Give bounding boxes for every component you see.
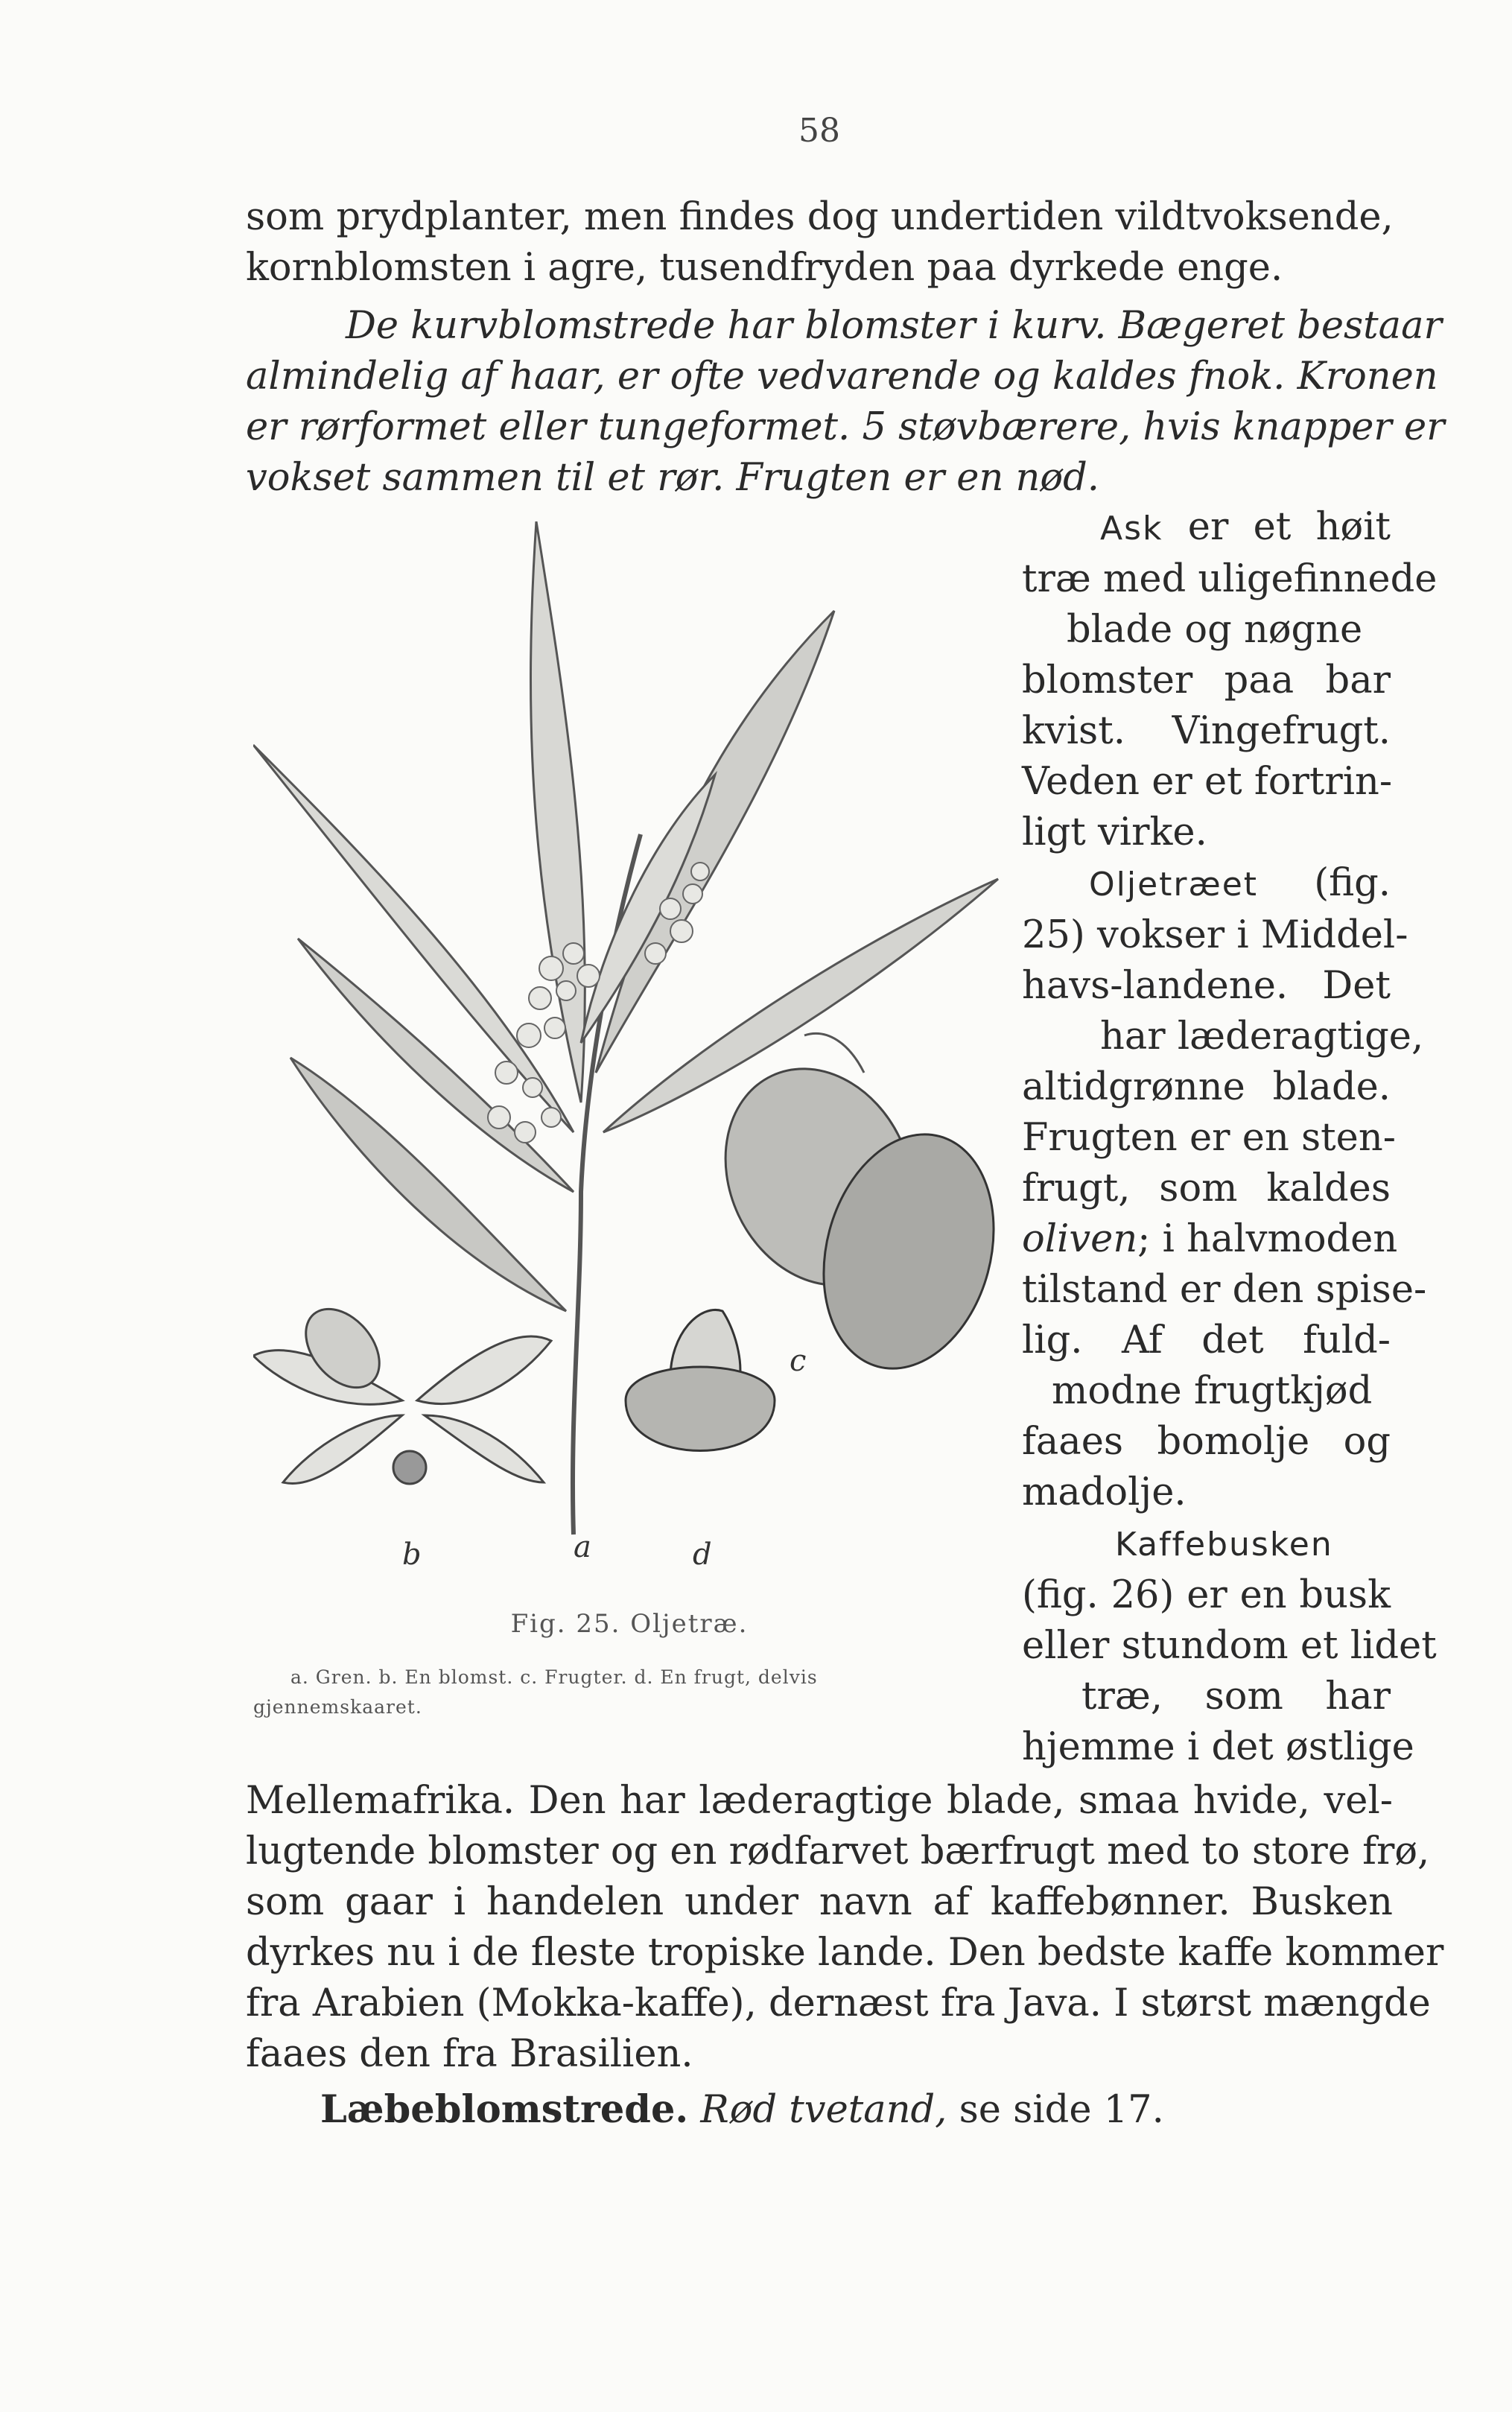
text-line: kornblomsten i agre, tusendfryden paa dyrkede enge. (246, 246, 1283, 290)
figure-caption-title: Fig. 25. Oljetræ. (510, 1609, 749, 1639)
text-fragment: se side 17. (947, 2088, 1164, 2132)
text-line (1022, 502, 1391, 554)
italic-paragraph (246, 301, 1445, 504)
intro-paragraph (246, 192, 1393, 293)
caption-line: a. Gren. b. En blomst. c. Frugter. d. En frugt, delvis (290, 1666, 818, 1688)
text-fragment: er et høit (1163, 505, 1391, 549)
label-a: a (574, 1530, 591, 1564)
text-line: blomster paa bar (1022, 658, 1391, 702)
text-line: træ med uligefinnede (1022, 557, 1438, 601)
oliven-word: oliven (1022, 1217, 1138, 1261)
side-column (1022, 502, 1438, 1773)
text-line: dyrkes nu i de fleste tropiske lande. Den bedste kaffe kommer (246, 1931, 1444, 1975)
figure-caption-description (253, 1663, 1006, 1722)
olive-branch-illustration (253, 521, 1006, 1616)
label-c: c (790, 1344, 807, 1378)
text-line: eller stundom et lidet (1022, 1624, 1437, 1668)
text-line: vokset sammen til et rør. Frugten er en nød. (246, 456, 1099, 500)
text-line: blade og nøgne (1067, 608, 1363, 652)
page-number: 58 (798, 112, 840, 150)
caption-line: gjennemskaaret. (253, 1696, 422, 1718)
text-line: De kurvblomstrede har blomster i kurv. Bægeret bestaar (346, 304, 1442, 348)
text-line: madolje. (1022, 1470, 1187, 1514)
kaffebusken-heading: Kaffebusken (1115, 1526, 1333, 1564)
text-line: kvist. Vingefrugt. (1022, 709, 1391, 753)
text-line: hjemme i det østlige (1022, 1725, 1414, 1769)
text-line: som gaar i handelen under navn af kaffebønner. Busken (246, 1880, 1393, 1924)
text-line (1022, 1214, 1398, 1265)
text-line: modne frugtkjød (1052, 1369, 1373, 1413)
text-fragment: (fig. (1258, 861, 1391, 905)
text-line (1022, 1518, 1391, 1570)
text-line: fra Arabien (Mokka-kaffe), dernæst fra Java. I størst mængde (246, 1981, 1431, 2025)
text-line: ligt virke. (1022, 810, 1207, 854)
text-line: 25) vokser i Middel- (1022, 913, 1408, 957)
text-line: Veden er et fortrin- (1022, 760, 1393, 804)
text-line: som prydplanter, men findes dog undertiden vildtvoksende, (246, 195, 1394, 239)
ask-heading: Ask (1100, 510, 1163, 548)
text-line: faaes den fra Brasilien. (246, 2032, 693, 2076)
text-line: er rørformet eller tungeformet. 5 støvbærere, hvis knapper er (246, 405, 1445, 449)
text-line (1022, 858, 1391, 910)
text-line: Mellemafrika. Den har læderagtige blade, smaa hvide, vel- (246, 1779, 1393, 1823)
text-line: lig. Af det fuld- (1022, 1318, 1391, 1362)
text-line (246, 2084, 1393, 2136)
text-line: altidgrønne blade. (1022, 1065, 1391, 1109)
text-fragment: Rød tvetand, (700, 2088, 947, 2132)
bottom-paragraph (246, 1776, 1444, 2136)
text-line: frugt, som kaldes (1022, 1167, 1391, 1210)
text-line: træ, som har (1081, 1675, 1391, 1718)
text-line: almindelig af haar, er ofte vedvarende og kaldes fnok. Kronen (246, 355, 1438, 399)
text-line: har læderagtige, (1100, 1015, 1424, 1059)
laebeblomstrede-heading: Læbeblomstrede. (320, 2087, 689, 2132)
text-line: (fig. 26) er en busk (1022, 1573, 1391, 1617)
label-b: b (402, 1537, 422, 1572)
text-line: tilstand er den spise- (1022, 1268, 1427, 1312)
text-fragment: ; i halvmoden (1137, 1217, 1398, 1261)
oljetraeet-heading: Oljetræet (1089, 866, 1259, 904)
text-line: lugtende blomster og en rødfarvet bærfrugt med to store frø, (246, 1829, 1430, 1873)
text-line: havs-landene. Det (1022, 964, 1391, 1008)
label-d: d (693, 1537, 712, 1572)
text-line: faaes bomolje og (1022, 1420, 1391, 1464)
text-line: Frugten er en sten- (1022, 1116, 1396, 1160)
